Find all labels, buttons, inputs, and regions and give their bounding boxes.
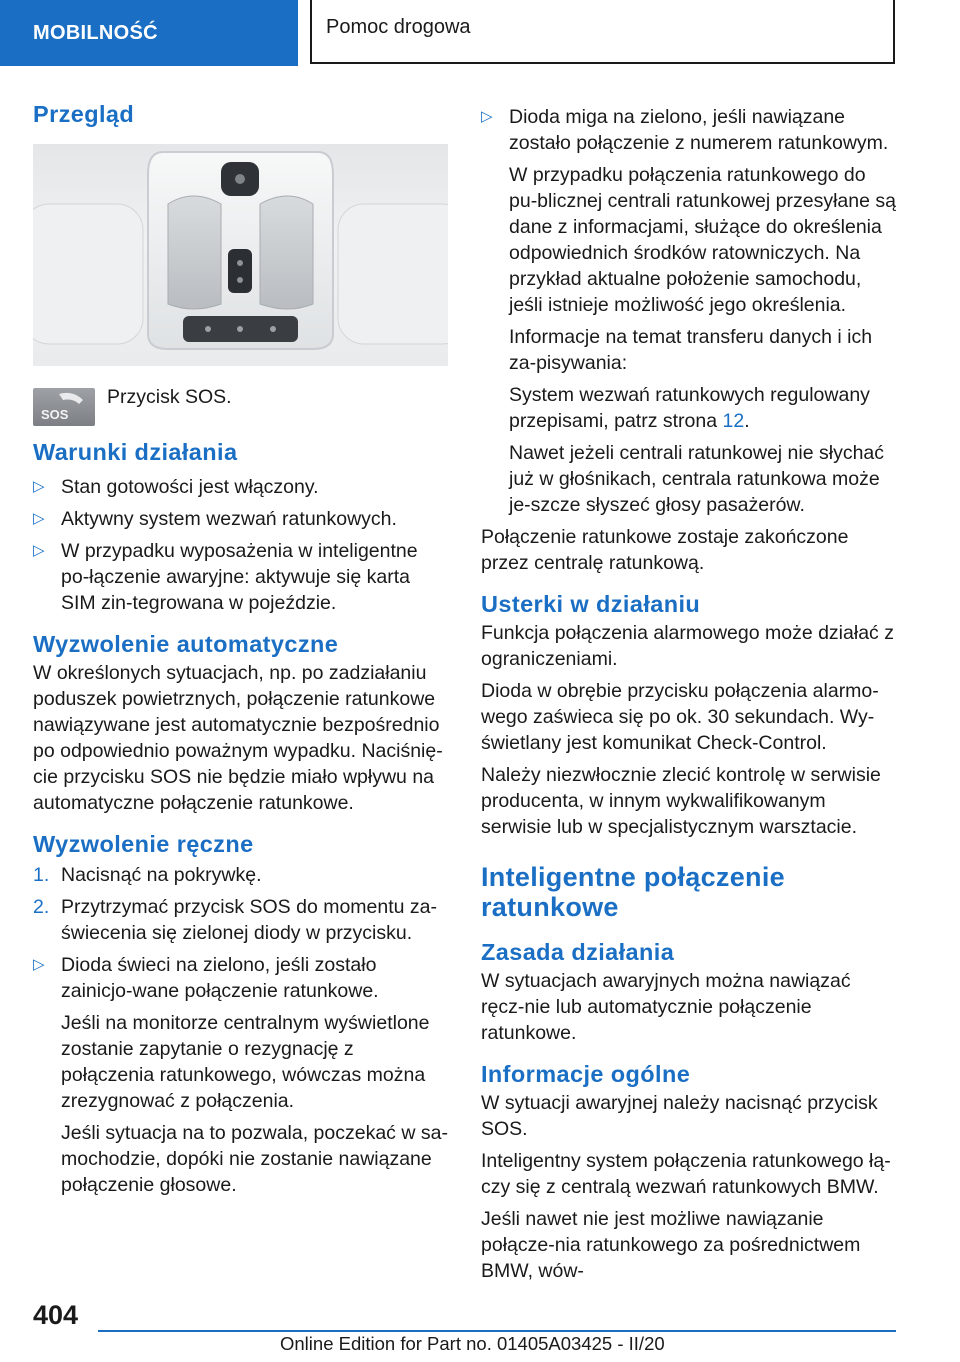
triangle-marker-icon: ▷ [33,956,45,973]
page-header [0,0,960,66]
general-info-heading: Informacje ogólne [481,1061,691,1087]
smart-call-heading: Inteligentne połączenie ratunkowe [481,862,785,922]
general-p1: W sytuacji awaryjnej należy nacisnąć przycisk SOS. [481,1092,878,1140]
principle-heading: Zasada działania [481,939,675,965]
page-number: 404 [33,1300,79,1330]
sub-paragraph: System wezwań ratunkowych regulowany przepisami, patrz strona 12. [509,384,870,432]
right-column [481,98,896,1284]
triangle-marker-icon: ▷ [33,542,45,559]
conditions-heading: Warunki działania [33,439,238,465]
faults-heading: Usterki w działaniu [481,591,701,617]
sos-button-row [33,384,448,430]
footer-divider [98,1330,896,1332]
list-item: ▷ Stan gotowości jest włączony. [33,476,319,498]
sub-paragraph: Informacje na temat transferu danych i ich za‐pisywania: [509,326,873,374]
auto-trigger-text: W określonych sytuacjach, np. po zadziałaniu poduszek powietrznych, połączenie ratunkowe nawiązywane jest automatycznie bezpośrednio po odpowiednio poważnym wypadku. Naciśnię‐cie przycisku SOS nie będzie miało wpływu na automatyczne połączenie ratunkowe. [33,662,443,814]
manual-trigger-heading: Wyzwolenie ręczne [33,831,254,857]
list-item: ▷ Aktywny system wezwań ratunkowych. [33,508,397,530]
sos-caption: Przycisk SOS. [107,386,232,408]
page-link[interactable]: 12 [722,410,745,432]
step-number: 2. [33,896,50,918]
faults-p2: Dioda w obrębie przycisku połączenia alarmo‐wego zaświeca się po ok. 30 sekundach. Wy‐świetlany jest komunikat Check-Control. [481,680,879,754]
left-column [33,98,448,1198]
roof-console-photo [33,144,448,366]
list-item: ▷ Dioda świeci na zielono, jeśli zostało zainicjo‐wane połączenie ratunkowe. [33,954,379,1002]
general-p2: Inteligentny system połączenia ratunkowego łą‐czy się z centralą wezwań ratunkowych BMW. [481,1150,891,1198]
roof-console-illustration [33,144,448,366]
faults-p3: Należy niezwłocznie zlecić kontrolę w serwisie producenta, w innym wykwalifikowanym serwisie lub w specjalistycznym warsztacie. [481,764,881,838]
chapter-title: Pomoc drogowa [326,16,471,39]
auto-trigger-heading: Wyzwolenie automatyczne [33,631,339,657]
triangle-marker-icon: ▷ [481,108,493,125]
faults-p1: Funkcja połączenia alarmowego może działać z ograniczeniami. [481,622,894,670]
sub-paragraph: Jeśli na monitorze centralnym wyświetlone zostanie zapytanie o rezygnację z połączenia ratunkowego, wówczas można zrezygnować z połączenia. [61,1012,430,1112]
triangle-marker-icon: ▷ [33,478,45,495]
sub-paragraph: Nawet jeżeli centrali ratunkowej nie słychać już w głośnikach, centrala ratunkowa może je‐szcze słyszeć głosy pasażerów. [509,442,885,516]
end-paragraph: Połączenie ratunkowe zostaje zakończone przez centralę ratunkową. [481,526,849,574]
sos-icon-label: SOS [41,407,69,422]
overview-heading: Przegląd [33,101,135,127]
sos-phone-icon [33,388,95,426]
step-item: 2. Przytrzymać przycisk SOS do momentu za‐świecenia się zielonej diody w przycisku. [33,896,438,944]
step-item: 1. Nacisnąć na pokrywkę. [33,864,262,886]
chapter-title-box [310,0,895,64]
list-item: ▷ Dioda miga na zielono, jeśli nawiązane zostało połączenie z numerem ratunkowym. [481,106,889,154]
sub-paragraph: Jeśli sytuacja na to pozwala, poczekać w sa‐mochodzie, dopóki nie zostanie nawiązane połączenie głosowe. [61,1122,448,1196]
list-item: ▷ W przypadku wyposażenia w inteligentne po‐łączenie awaryjne: aktywuje się karta SIM zin‐tegrowana w pojeździe. [33,540,418,614]
triangle-marker-icon: ▷ [33,510,45,527]
general-p3: Jeśli nawet nie jest możliwe nawiązanie połącze‐nia ratunkowego za pośrednictwem BMW, wów‐ [481,1208,861,1282]
principle-text: W sytuacjach awaryjnych można nawiązać ręcz‐nie lub automatycznie połączenie ratunkowe. [481,970,851,1044]
step-number: 1. [33,864,50,886]
sub-paragraph: W przypadku połączenia ratunkowego do pu‐blicznej centrali ratunkowej przesyłane są dane z informacjami, służące do określenia odpowiednich środków ratowniczych. Na przykład aktualne położenie samochodu, jeśli istnieje możliwość jego określenia. [509,164,896,316]
section-tab: MOBILNOŚĆ [0,0,298,66]
edition-note: Online Edition for Part no. 01405A03425 - II/20 [280,1333,665,1354]
